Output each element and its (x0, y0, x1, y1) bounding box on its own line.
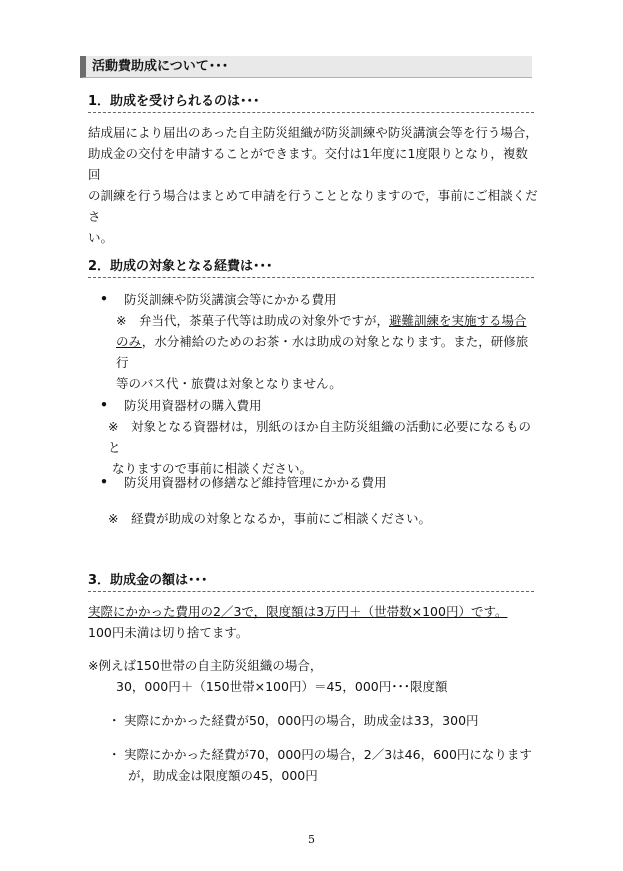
section-title: 活動費助成について･･･ (80, 56, 532, 78)
case-2 (124, 744, 536, 786)
amount-rule: 実際にかかった費用の2／3で，限度額は3万円＋（世帯数×100円）です。 (88, 604, 508, 619)
eligibility-line-4: い。 (88, 230, 114, 245)
eligibility-line-3: の訓練を行う場合はまとめて申請を行うこととなりますので，事前にご相談くださ (88, 188, 538, 224)
item1-note-line-3: 等のバス代・旅費は対象となりません。 (116, 376, 342, 391)
example-intro: ※例えば150世帯の自主防災組織の場合， (88, 658, 323, 673)
heading-eligible-costs: 2．助成の対象となる経費は･･･ (88, 255, 534, 278)
item2-note-line-2: なりますので事前に相談ください。 (112, 461, 313, 476)
case-dot-1: ・ (108, 713, 121, 728)
case-1: 実際にかかった経費が50，000円の場合，助成金は33，300円 (124, 713, 479, 728)
amount-truncation: 100円未満は切り捨てます。 (88, 625, 249, 640)
case-2-line-2: が，助成金は限度額の45，000円 (128, 768, 318, 783)
case-2-line-1: 実際にかかった経費が70，000円の場合，2／3は46，600円になります (124, 747, 532, 762)
bullet-dot-1: • (100, 291, 108, 306)
item3-note: ※ 経費が助成の対象となるか，事前にご相談ください。 (108, 511, 431, 526)
eligibility-line-2: 助成金の交付を申請することができます。交付は1年度に1度限りとなり，複数回 (88, 146, 528, 182)
item2-note (108, 416, 536, 479)
heading-amount: 3．助成金の額は･･･ (88, 569, 534, 592)
eligibility-text (88, 122, 538, 248)
underline-only: のみ (116, 334, 142, 349)
item1-label: 防災訓練や防災講演会等にかかる費用 (124, 292, 337, 307)
item2-label: 防災用資器材の購入費用 (124, 398, 262, 413)
page-number: 5 (308, 833, 315, 846)
item2-note-line-1: ※ 対象となる資器材は，別紙のほか自主防災組織の活動に必要になるものと (108, 419, 531, 455)
item1-note-line-2: のみ，水分補給のためのお茶・水は助成の対象となります。また，研修旅行 (116, 334, 529, 370)
item1-note (116, 310, 534, 394)
bullet-dot-2: • (100, 397, 108, 412)
bullet-dot-3: • (100, 474, 108, 489)
eligibility-line-1: 結成届により届出のあった自主防災組織が防災訓練や防災講演会等を行う場合， (88, 125, 538, 140)
example-calculation: 30，000円＋（150世帯×100円）＝45，000円･･･限度額 (116, 679, 448, 694)
case-dot-2: ・ (108, 747, 121, 762)
item3-label: 防災用資器材の修繕など維持管理にかかる費用 (124, 475, 387, 490)
item1-note-line-1: ※ 弁当代，茶菓子代等は助成の対象外ですが，避難訓練を実施する場合 (116, 313, 527, 328)
underline-evac-drill: 避難訓練を実施する場合 (388, 313, 527, 328)
heading-eligibility: 1．助成を受けられるのは･･･ (88, 90, 534, 113)
